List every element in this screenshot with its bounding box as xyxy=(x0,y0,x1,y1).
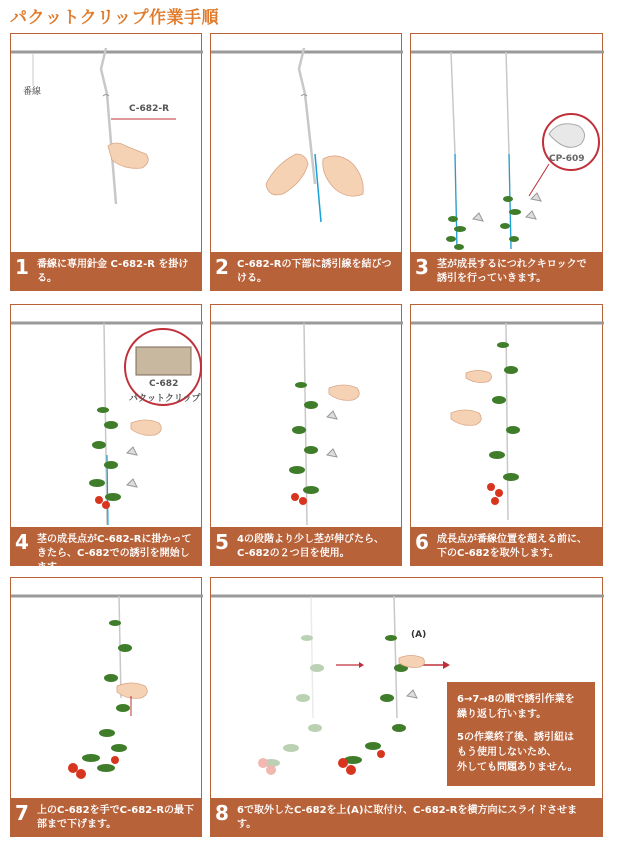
step-text: 4の段階より少し茎が伸びたら、C-682の２つ目を使用。 xyxy=(237,534,384,559)
info-line-2: 繰り返し行います。 xyxy=(457,709,547,720)
step-7-panel xyxy=(10,577,202,837)
clip-name-label: パクットクリップ xyxy=(129,394,201,404)
step-text: 上のC-682を手でC-682-Rの最下部まで下げます。 xyxy=(37,805,195,830)
info-line-5: 外しても問題ありません。 xyxy=(457,762,578,773)
step-4-caption xyxy=(11,527,201,573)
step-6-caption xyxy=(411,527,602,565)
step-number: 8 xyxy=(215,801,229,825)
step-text: 番線に専用針金 C-682-R を掛ける。 xyxy=(37,259,189,284)
step-number: 7 xyxy=(15,801,29,825)
info-line-4: もう使用しないため、 xyxy=(457,747,557,758)
step-text: 成長点が番線位置を超える前に、下のC-682を取外します。 xyxy=(437,534,587,559)
step-3-caption xyxy=(411,252,602,290)
step-2-panel xyxy=(210,33,402,291)
step-number: 4 xyxy=(15,530,29,554)
step-8-caption xyxy=(211,798,602,836)
step-number: 1 xyxy=(15,255,29,279)
step-text: 茎の成長点がC-682-Rに掛かってきたら、C-682での誘引を開始します。 xyxy=(37,534,192,573)
step-5-panel xyxy=(210,304,402,566)
step-6-panel xyxy=(410,304,603,566)
step-7-caption xyxy=(11,798,201,836)
step-3-panel xyxy=(410,33,603,291)
step-2-caption xyxy=(211,252,401,290)
step-number: 5 xyxy=(215,530,229,554)
step-text: C-682-Rの下部に誘引線を結びつける。 xyxy=(237,259,392,284)
c682-label: C-682 xyxy=(149,379,179,389)
step-text: 6で取外したC-682を上(A)に取付け、C-682-Rを横方向にスライドさせます。 xyxy=(237,805,578,830)
step-text: 茎が成長するにつれクキロックで誘引を行っていきます。 xyxy=(437,259,587,284)
page-title: パクットクリップ作業手順 xyxy=(10,8,219,28)
repeat-info-box xyxy=(447,682,595,786)
point-a-label: (A) xyxy=(411,630,427,640)
step-1-panel xyxy=(10,33,202,291)
cp609-label: CP-609 xyxy=(549,154,585,164)
step-5-caption xyxy=(211,527,401,565)
step-number: 3 xyxy=(415,255,429,279)
hook-label: C-682-R xyxy=(129,104,169,114)
step-8-panel xyxy=(210,577,603,837)
step-1-caption xyxy=(11,252,201,290)
step-number: 2 xyxy=(215,255,229,279)
info-line-3: 5の作業終了後、誘引紐は xyxy=(457,732,574,743)
info-line-1: 6→7→8の順で誘引作業を xyxy=(457,694,575,705)
step-4-panel xyxy=(10,304,202,573)
wire-label: 番線 xyxy=(23,87,42,97)
step-number: 6 xyxy=(415,530,429,554)
